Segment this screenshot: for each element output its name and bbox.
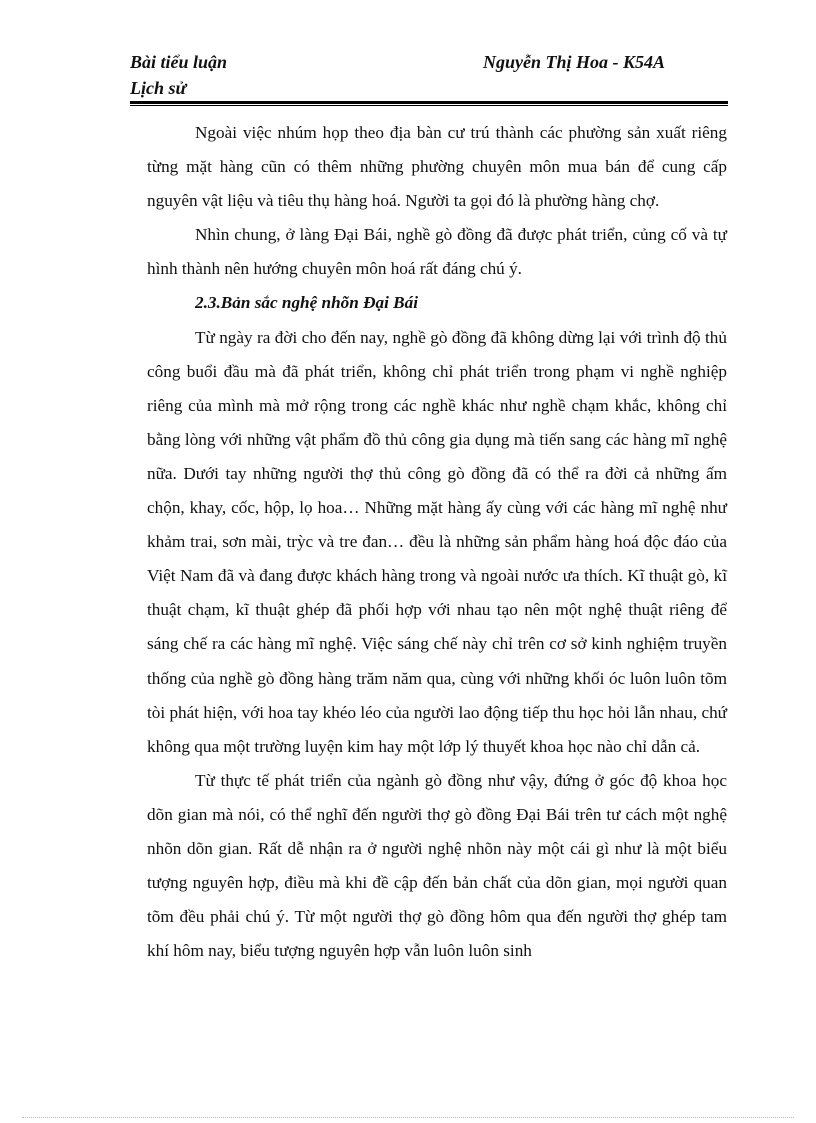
paragraph-4: Từ thực tế phát triển của ngành gò đồng như vậy, đứng ở góc độ khoa học dõn gian mà nói, có thể nghĩ đến người thợ gò đồng Đại Bái trên tư cách một nghệ nhõn dõn gian. Rất dễ nhận ra ở người nghệ nhõn này một cái gì như là một biểu tượng nguyên hợp, điều mà khi đề cập đến bản chất của dõn gian, mọi người quan tõm đều phải chú ý. Từ một người thợ gò đồng hôm qua đến người thợ ghép tam khí hôm nay, biểu tượng nguyên hợp vẫn luôn luôn sinh [147,770,727,961]
paragraph-2: Nhìn chung, ở làng Đại Bái, nghề gò đồng đã được phát triển, củng cố và tự hình thành nên hướng chuyên môn hoá rất đáng chú ý. [147,225,727,279]
document-type-title: Bài tiểu luận [130,52,228,72]
page-header [130,52,728,104]
subject-title: Lịch sử [130,78,187,98]
header-divider-thick [130,101,728,104]
page-bottom-border [22,1117,794,1118]
section-heading: 2.3.Bản sắc nghệ nhõn Đại Bái [195,293,419,313]
header-divider-thin [130,105,728,106]
paragraph-1: Ngoài việc nhúm họp theo địa bàn cư trú thành các phường sản xuất riêng từng mặt hàng cũn có thêm những phường chuyên môn mua bán để cung cấp nguyên vật liệu và tiêu thụ hàng hoá. Người ta gọi đó là phường hàng chợ. [147,123,727,211]
document-body [147,116,727,968]
paragraph-3: Từ ngày ra đời cho đến nay, nghề gò đồng đã không dừng lại với trình độ thủ công buổi đầu mà đã phát triển, không chỉ phát triển trong phạm vi nghề nghiệp riêng của mình mà mở rộng trong các nghề khác như nghề chạm khắc, không chỉ bằng lòng với những vật phẩm đồ thủ công gia dụng mà tiến sang các hàng mĩ nghệ nữa. Dưới tay những người thợ thủ công gò đồng đã có thể ra đời cả những ấm chộn, khay, cốc, hộp, lọ hoa… Những mặt hàng ấy cùng với các hàng mĩ nghệ như khảm trai, sơn mài, trỳc và tre đan… đều là những sản phẩm hàng hoá độc đáo của Việt Nam đã và đang được khách hàng trong và ngoài nước ưa thích. Kĩ thuật gò, kĩ thuật chạm, kĩ thuật ghép đã phối hợp với nhau tạo nên một nghệ thuật riêng để sáng chế ra các hàng mĩ nghệ. Việc sáng chế này chỉ trên cơ sở kinh nghiệm truyền thống của nghề gò đồng hàng trăm năm qua, cùng với những khối óc luôn luôn tõm tòi phát hiện, với hoa tay khéo léo của người lao động tiếp thu học hỏi lẫn nhau, chứ không qua một trường luyện kim hay một lớp lý thuyết khoa học nào chỉ dẫn cả. [147,327,727,756]
author-name: Nguyễn Thị Hoa - K54A [483,52,666,72]
